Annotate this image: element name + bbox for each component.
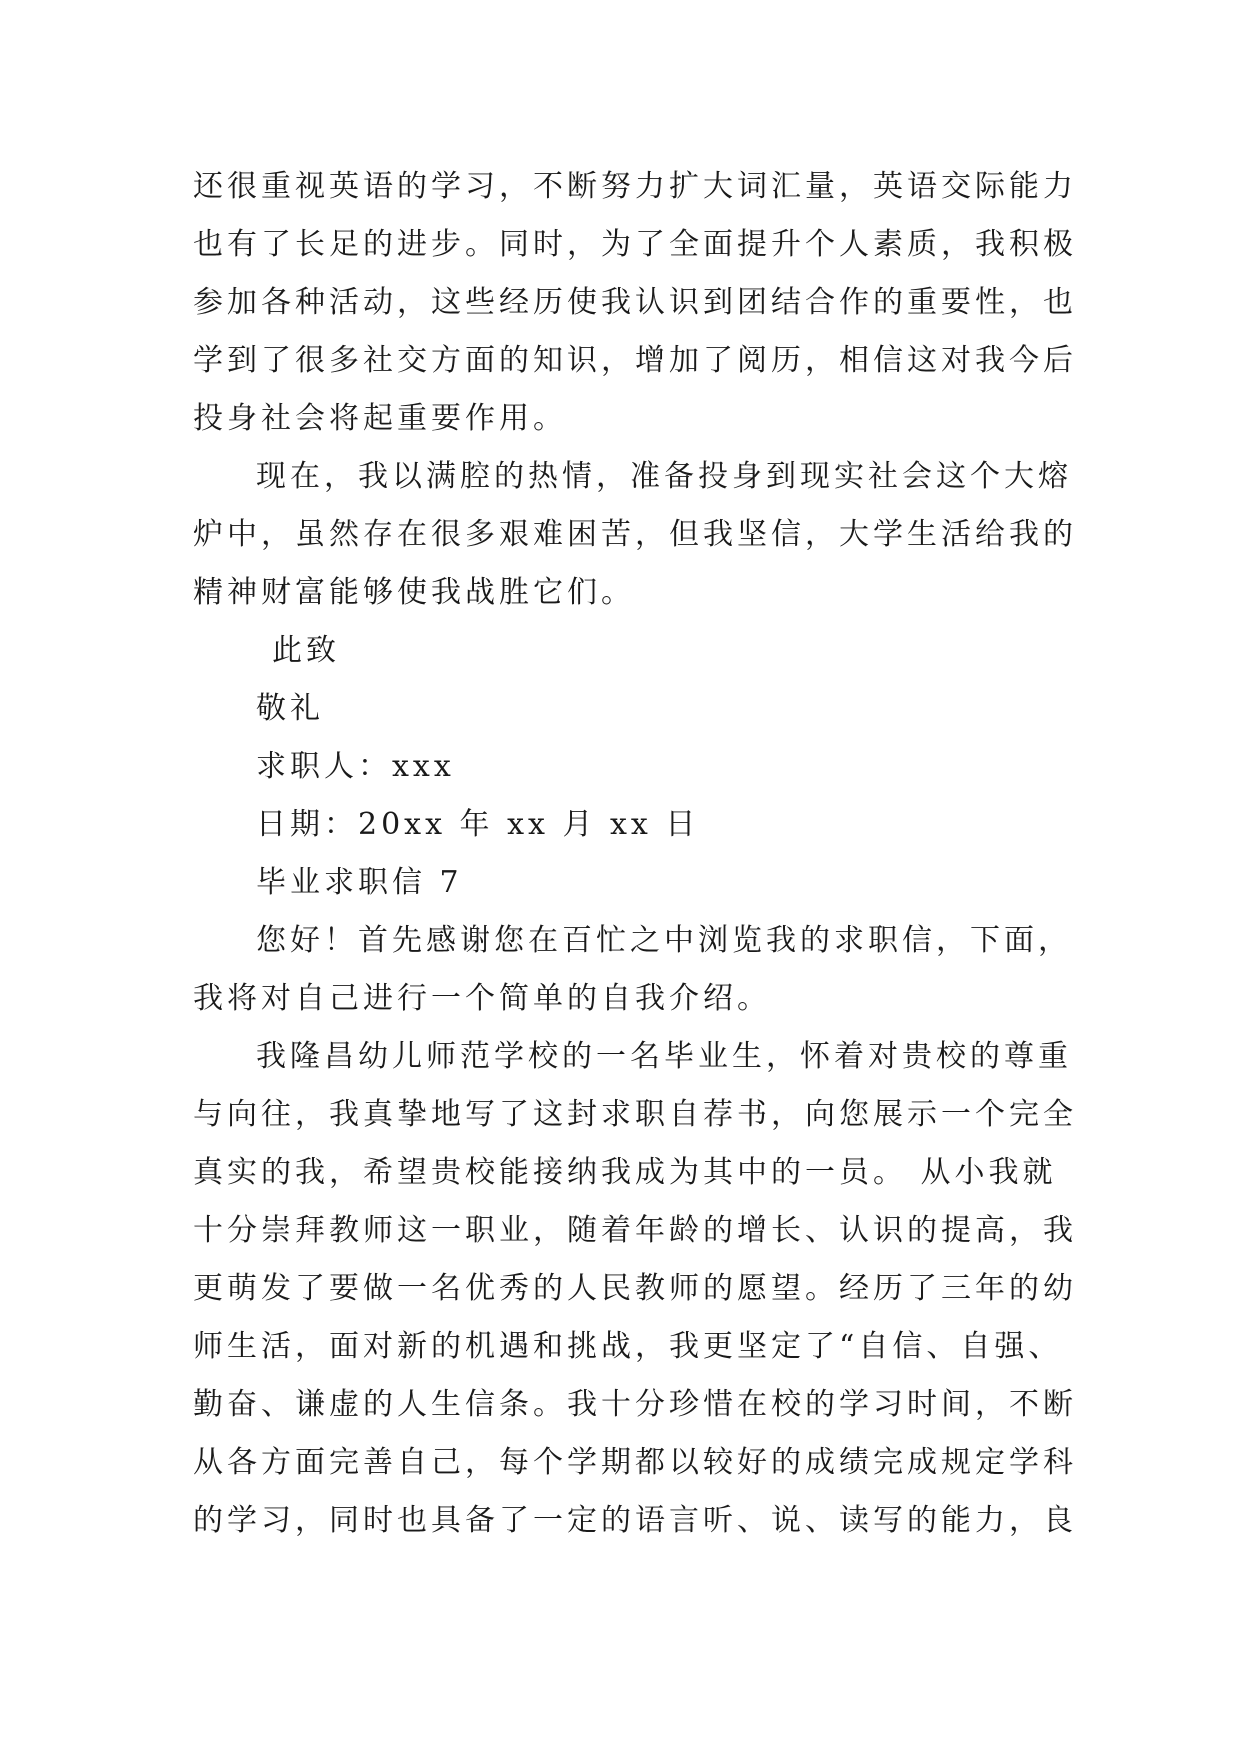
text-line: 学到了很多社交方面的知识，增加了阅历，相信这对我今后: [193, 343, 1077, 378]
text-line: 投身社会将起重要作用。: [193, 401, 567, 436]
text-line: 的学习，同时也具备了一定的语言听、说、读写的能力，良: [193, 1503, 1077, 1538]
text-line: 还很重视英语的学习，不断努力扩大词汇量，英语交际能力: [193, 169, 1077, 204]
applicant-name: 求职人：xxx: [256, 749, 455, 784]
text-line: 更萌发了要做一名优秀的人民教师的愿望。经历了三年的幼: [193, 1271, 1077, 1306]
text-line: 参加各种活动，这些经历使我认识到团结合作的重要性，也: [193, 285, 1077, 320]
paragraph-start: 现在，我以满腔的热情，准备投身到现实社会这个大熔: [256, 459, 1072, 494]
text-line: 师生活，面对新的机遇和挑战，我更坚定了“自信、自强、: [193, 1329, 1063, 1364]
text-line: 也有了长足的进步。同时，为了全面提升个人素质，我积极: [193, 227, 1077, 262]
paragraph-start: 您好！首先感谢您在百忙之中浏览我的求职信，下面，: [256, 923, 1072, 958]
text-line: 炉中，虽然存在很多艰难困苦，但我坚信，大学生活给我的: [193, 517, 1077, 552]
text-line: 精神财富能够使我战胜它们。: [193, 575, 635, 610]
section-heading: 毕业求职信 7: [256, 865, 463, 900]
text-line: 十分崇拜教师这一职业，随着年龄的增长、认识的提高，我: [193, 1213, 1077, 1248]
text-line: 与向往，我真挚地写了这封求职自荐书，向您展示一个完全: [193, 1097, 1077, 1132]
letter-date: 日期：20xx 年 xx 月 xx 日: [256, 807, 700, 842]
paragraph-start: 我隆昌幼儿师范学校的一名毕业生，怀着对贵校的尊重: [256, 1039, 1072, 1074]
closing-salutation: 此致: [272, 633, 340, 668]
text-line: 真实的我，希望贵校能接纳我成为其中的一员。 从小我就: [193, 1155, 1057, 1190]
text-line: 从各方面完善自己，每个学期都以较好的成绩完成规定学科: [193, 1445, 1077, 1480]
closing-regards: 敬礼: [256, 691, 324, 726]
text-line: 勤奋、谦虚的人生信条。我十分珍惜在校的学习时间，不断: [193, 1387, 1077, 1422]
text-line: 我将对自己进行一个简单的自我介绍。: [193, 981, 771, 1016]
